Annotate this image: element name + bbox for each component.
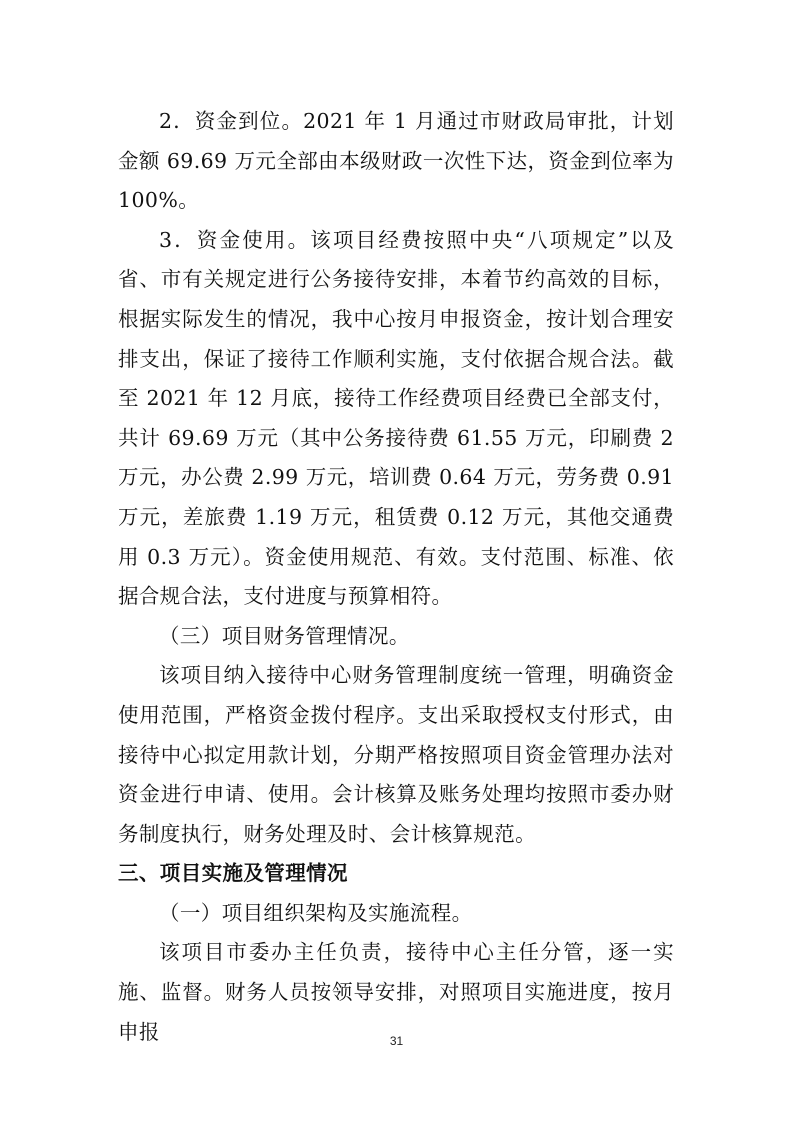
chapter-heading-implementation: 三、项目实施及管理情况	[118, 861, 348, 886]
paragraph-funding-arrival: 2．资金到位。2021 年 1 月通过市财政局审批，计划金额 69.69 万元全部由本级财政一次性下达，资金到位率为 100%。	[118, 109, 674, 213]
paragraph-funding-usage: 3．资金使用。该项目经费按照中央“八项规定”以及省、市有关规定进行公务接待安排，本着节约高效的目标，根据实际发生的情况，我中心按月申报资金，按计划合理安排支出，保证了接待工作顺利实施，支付依据合规合法。截至 2021 年 12 月底，接待工作经费项目经费已全部支付，共计 69.69 万元（其中公务接待费 61.55 万元，印刷费 2 万元，办公费 2.99 万元，培训费 0.64 万元，劳务费 0.91 万元，差旅费 1.19 万元，租赁费 0.12 万元，其他交通费用 0.3 万元）。资金使用规范、有效。支付范围、标准、依据合规合法，支付进度与预算相符。	[118, 227, 674, 609]
document-body	[118, 102, 674, 1052]
section-heading-financial-management: （三）项目财务管理情况。	[159, 623, 410, 648]
section-heading-organization: （一）项目组织架构及实施流程。	[159, 900, 473, 925]
paragraph-financial-management: 该项目纳入接待中心财务管理制度统一管理，明确资金使用范围，严格资金拨付程序。支出采取授权支付形式，由接待中心拟定用款计划，分期严格按照项目资金管理办法对资金进行申请、使用。会计核算及账务处理均按照市委办财务制度执行，财务处理及时、会计核算规范。	[118, 663, 674, 846]
paragraph-organization: 该项目市委办主任负责，接待中心主任分管，逐一实施、监督。财务人员按领导安排，对照项目实施进度，按月申报	[118, 940, 674, 1044]
page-number: 31	[389, 1034, 404, 1048]
